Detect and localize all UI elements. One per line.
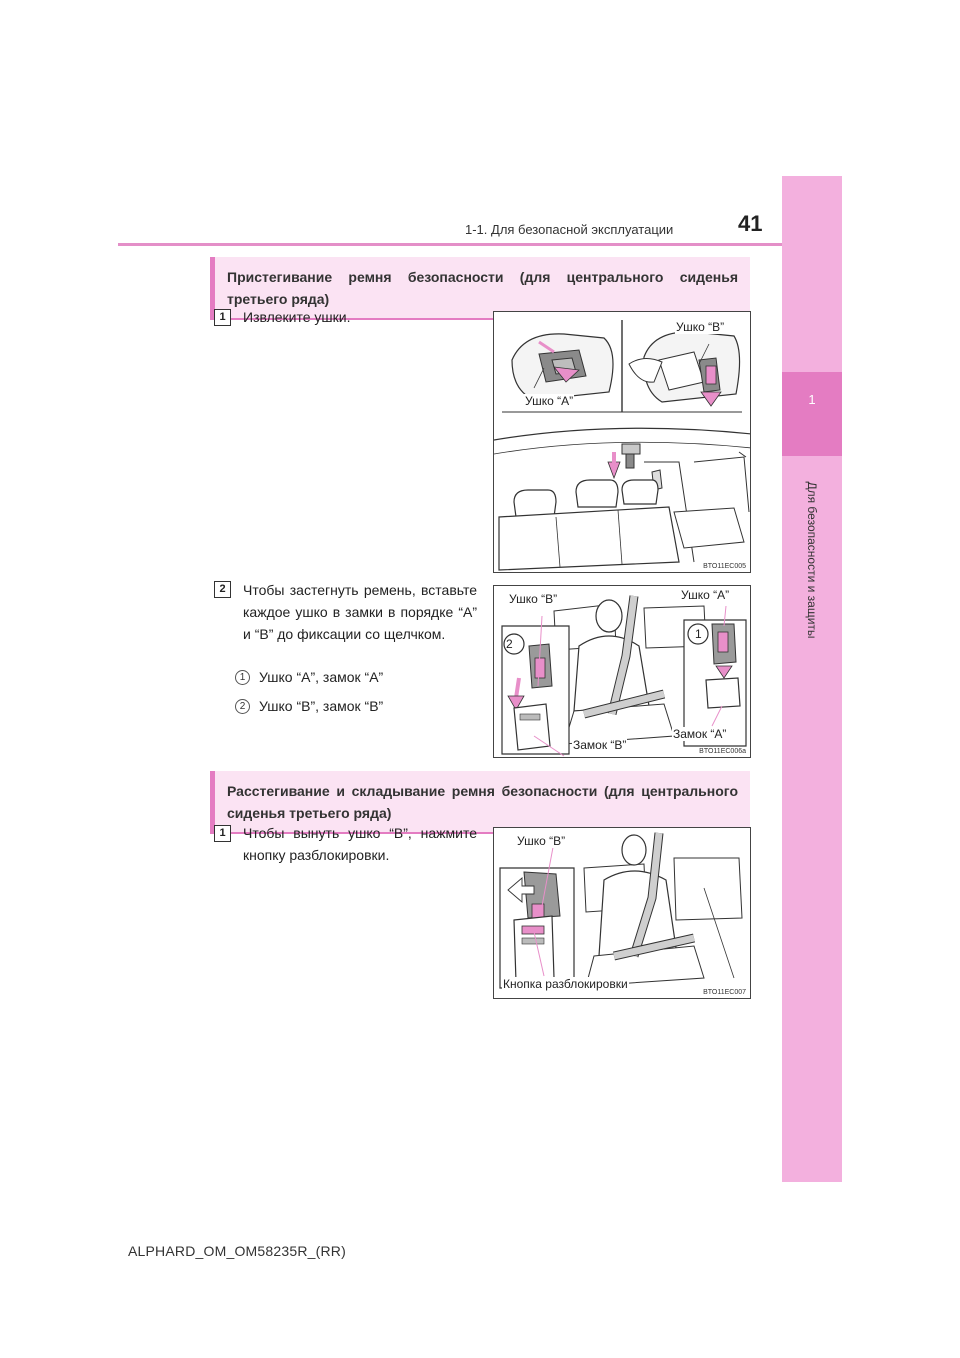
- sub-item-1-text: Ушко “A”, замок “A”: [259, 669, 384, 685]
- figure-extract-tongues: [493, 311, 751, 573]
- figure-code: BTO11EC006a: [699, 748, 746, 755]
- callout-tongue-b: Ушко “B”: [517, 834, 566, 848]
- step-number-1: 1: [214, 309, 231, 326]
- figure-release-tongue: [493, 827, 751, 999]
- callout-buckle-b: Замок “B”: [573, 738, 627, 752]
- step-number-2: 2: [214, 581, 231, 598]
- callout-tongue-a: Ушко “A”: [681, 588, 730, 602]
- sub-marker-1: 1: [235, 670, 250, 685]
- step-number-1-unfasten: 1: [214, 825, 231, 842]
- figure-code: BTO11EC005: [703, 563, 746, 570]
- document-code: ALPHARD_OM_OM58235R_(RR): [128, 1243, 346, 1259]
- figure-code: BTO11EC007: [703, 989, 746, 996]
- chapter-tab-marker: [782, 372, 842, 456]
- callout-buckle-a: Замок “A”: [673, 727, 727, 741]
- section-heading-fasten: Пристегивание ремня безопасности (для центрального сиденья третьего ряда): [210, 257, 750, 320]
- figure-release-tongue-drawing: [494, 828, 751, 999]
- section-heading-unfasten: Расстегивание и складывание ремня безопасности (для центрального сиденья третьего ряда): [210, 771, 750, 834]
- figure-marker-2: 2: [506, 637, 513, 651]
- figure-extract-tongues-drawing: [494, 312, 751, 573]
- running-header: 1-1. Для безопасной эксплуатации: [465, 222, 674, 237]
- figure-fasten-belt: [493, 585, 751, 758]
- callout-tongue-b: Ушко “B”: [676, 320, 725, 334]
- figure-marker-1: 1: [695, 627, 702, 641]
- sub-item-2-text: Ушко “B”, замок “B”: [259, 698, 384, 714]
- callout-release-button: Кнопка разблокировки: [503, 977, 628, 991]
- page-number: 41: [738, 211, 763, 236]
- sub-marker-2: 2: [235, 699, 250, 714]
- header-rule: [118, 243, 782, 246]
- step-1-text: Извлеките ушки.: [243, 309, 351, 325]
- chapter-side-tab: [782, 176, 842, 1182]
- callout-tongue-a: Ушко “A”: [525, 394, 574, 408]
- step-2-text: Чтобы застегнуть ремень, вставьте каждое ушко в замки в порядке “A” и “B” до фиксации со щелчком.: [243, 582, 477, 642]
- step-1-unfasten-text: Чтобы вынуть ушко “B”, нажмите кнопку разблокировки.: [243, 825, 477, 863]
- callout-tongue-b: Ушко “B”: [509, 592, 558, 606]
- chapter-number: 1: [808, 392, 816, 407]
- chapter-title: Для безопасности и защиты: [805, 481, 819, 639]
